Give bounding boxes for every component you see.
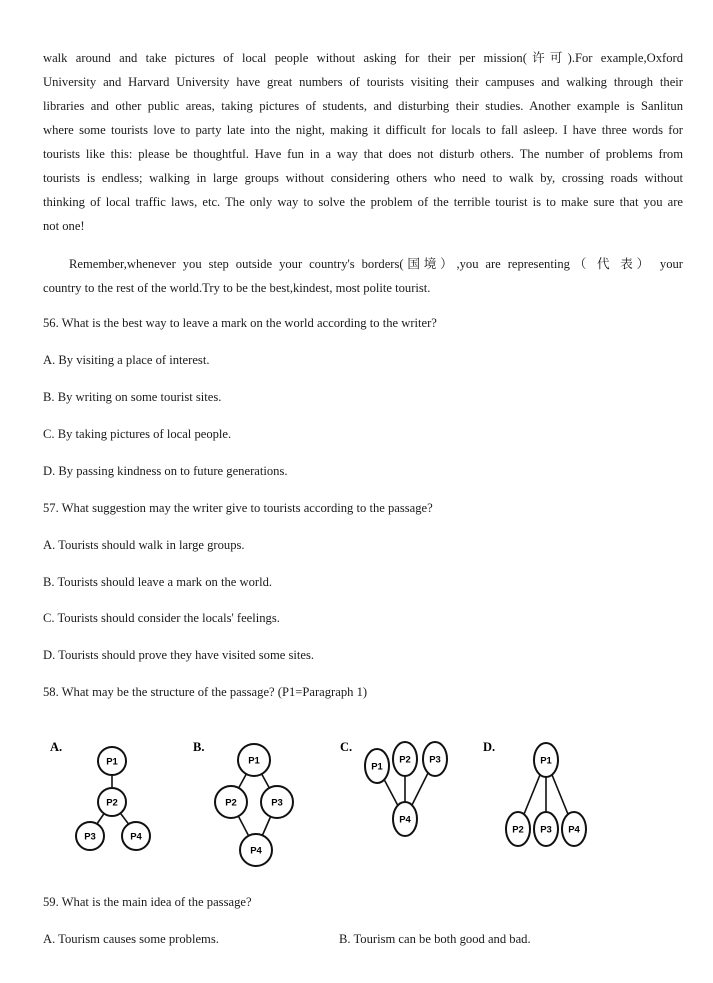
svg-text:P4: P4 xyxy=(568,824,580,836)
question-56-option-a[interactable]: A. By visiting a place of interest. xyxy=(43,353,210,367)
svg-text:P4: P4 xyxy=(250,845,262,857)
question-57-option-b[interactable]: B. Tourists should leave a mark on the world. xyxy=(43,575,273,589)
node-p2 xyxy=(393,742,417,776)
question-59-option-a[interactable]: A. Tourism causes some problems. xyxy=(43,932,219,946)
svg-text:P2: P2 xyxy=(106,797,118,809)
diagram-label: C. xyxy=(340,740,353,754)
node-p3 xyxy=(261,786,293,818)
svg-text:P3: P3 xyxy=(429,754,441,766)
node-p4 xyxy=(122,822,150,850)
passage-line: country to the rest of the world.Try to be the best,kindest, most polite tourist. xyxy=(43,281,431,295)
passage-line: tourists like this: please be thoughtful. Have fun in a way that does not disturb others. The number of problems from xyxy=(43,147,683,161)
question-57-option-d[interactable]: D. Tourists should prove they have visited some sites. xyxy=(43,648,315,662)
question-58-stem: 58. What may be the structure of the passage? (P1=Paragraph 1) xyxy=(43,685,368,699)
svg-text:P4: P4 xyxy=(399,814,411,826)
question-56-stem: 56. What is the best way to leave a mark on the world according to the writer? xyxy=(43,316,437,330)
svg-text:P2: P2 xyxy=(225,797,237,809)
diagram-label: D. xyxy=(483,740,496,754)
passage-line: tourists is endless; walking in large groups without considering others who need to walk by, crossing roads without xyxy=(43,171,683,185)
node-p2 xyxy=(215,786,247,818)
node-p4 xyxy=(240,834,272,866)
structure-diagram-d[interactable] xyxy=(481,735,601,860)
node-p4 xyxy=(393,802,417,836)
svg-text:P1: P1 xyxy=(371,761,383,773)
question-56-option-c[interactable]: C. By taking pictures of local people. xyxy=(43,427,232,441)
node-p2 xyxy=(506,812,530,846)
node-p1 xyxy=(365,749,389,783)
question-57-option-a[interactable]: A. Tourists should walk in large groups. xyxy=(43,538,245,552)
svg-text:P3: P3 xyxy=(271,797,283,809)
svg-text:P2: P2 xyxy=(399,754,411,766)
passage-paragraph-1 xyxy=(43,46,683,238)
node-p1 xyxy=(98,747,126,775)
passage-line: Remember,whenever you step outside your country's borders(国境）,you are representing（ 代 表） your xyxy=(69,257,683,271)
svg-text:P4: P4 xyxy=(130,831,142,843)
passage-line: libraries and other public areas, taking pictures of students, and disturbing their studies. Another example is Sanlitun xyxy=(43,99,683,113)
svg-text:P1: P1 xyxy=(106,756,118,768)
structure-diagram-b[interactable] xyxy=(191,735,311,875)
node-p3 xyxy=(534,812,558,846)
passage-line: University and Harvard University have great numbers of tourists visiting their campuses and walking through their xyxy=(43,75,683,89)
passage-line: where some tourists love to party late into the night, making it difficult for locals to fall asleep. I have three words for xyxy=(43,123,683,137)
structure-diagram-a[interactable] xyxy=(48,735,168,865)
svg-text:P2: P2 xyxy=(512,824,524,836)
node-p2 xyxy=(98,788,126,816)
passage-line: thinking of local traffic laws, etc. The only way to solve the problem of the terrible tourist is to make sure that you are xyxy=(43,195,683,209)
node-p1 xyxy=(534,743,558,777)
passage-line: walk around and take pictures of local people without asking for their per mission(许可).For example,Oxford xyxy=(43,51,683,65)
passage-paragraph-2 xyxy=(43,252,683,300)
structure-diagram-c[interactable] xyxy=(338,735,458,850)
node-p4 xyxy=(562,812,586,846)
question-59-stem: 59. What is the main idea of the passage? xyxy=(43,895,252,909)
question-59-option-b[interactable]: B. Tourism can be both good and bad. xyxy=(339,932,531,946)
passage-line: not one! xyxy=(43,219,85,233)
svg-text:P3: P3 xyxy=(540,824,552,836)
svg-text:P1: P1 xyxy=(248,755,260,767)
question-56-option-d[interactable]: D. By passing kindness on to future generations. xyxy=(43,464,288,478)
diagram-label: A. xyxy=(50,740,63,754)
svg-text:P1: P1 xyxy=(540,755,552,767)
question-57-stem: 57. What suggestion may the writer give to tourists according to the passage? xyxy=(43,501,433,515)
node-p3 xyxy=(423,742,447,776)
svg-text:P3: P3 xyxy=(84,831,96,843)
node-p1 xyxy=(238,744,270,776)
question-56-option-b[interactable]: B. By writing on some tourist sites. xyxy=(43,390,222,404)
node-p3 xyxy=(76,822,104,850)
diagram-label: B. xyxy=(193,740,205,754)
question-57-option-c[interactable]: C. Tourists should consider the locals' feelings. xyxy=(43,611,280,625)
